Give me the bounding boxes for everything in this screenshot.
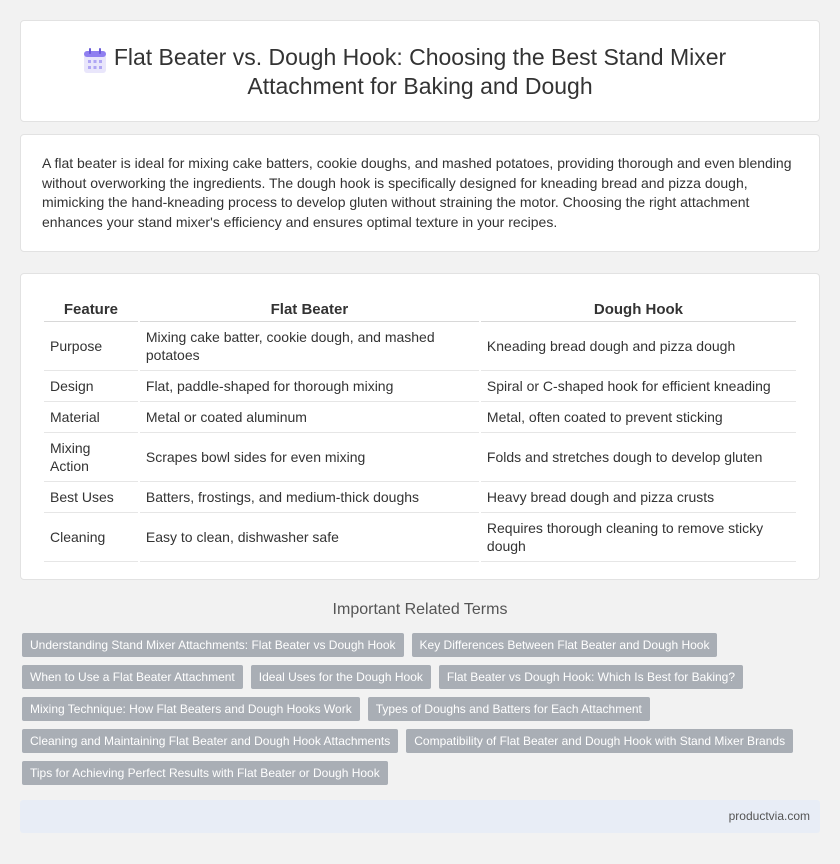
table-row (44, 513, 796, 562)
related-tag[interactable]: Key Differences Between Flat Beater and Dough Hook (412, 633, 718, 657)
related-tag[interactable]: Compatibility of Flat Beater and Dough Hook with Stand Mixer Brands (406, 729, 793, 753)
related-tag[interactable]: Types of Doughs and Batters for Each Attachment (368, 697, 650, 721)
intro-paragraph: A flat beater is ideal for mixing cake batters, cookie doughs, and mashed potatoes, providing thorough and even blending without overworking the ingredients. The dough hook is specifically designed for kneading bread and pizza dough, mimicking the hand-kneading process to develop gluten without straining the motor. Choosing the right attachment enhances your stand mixer's efficiency and ensures optimal texture in your recipes. (42, 155, 792, 230)
header-card (20, 20, 820, 122)
related-tag[interactable]: Cleaning and Maintaining Flat Beater and Dough Hook Attachments (22, 729, 398, 753)
cell-flat-beater: Batters, frostings, and medium-thick doughs (140, 482, 479, 513)
table-row (44, 402, 796, 433)
header-flat-beater: Flat Beater (140, 294, 479, 322)
cell-feature: Cleaning (44, 513, 138, 562)
cell-dough-hook: Metal, often coated to prevent sticking (481, 402, 796, 433)
calendar-icon (83, 48, 107, 74)
comparison-table (42, 294, 798, 562)
cell-feature: Design (44, 371, 138, 402)
comparison-table-card (20, 273, 820, 580)
cell-flat-beater: Easy to clean, dishwasher safe (140, 513, 479, 562)
cell-dough-hook: Kneading bread dough and pizza dough (481, 322, 796, 371)
table-row (44, 433, 796, 482)
footer-site-link[interactable]: productvia.com (728, 809, 810, 823)
cell-flat-beater: Metal or coated aluminum (140, 402, 479, 433)
related-tag[interactable]: Ideal Uses for the Dough Hook (251, 665, 431, 689)
cell-dough-hook: Spiral or C-shaped hook for efficient kneading (481, 371, 796, 402)
title-wrap (21, 43, 819, 101)
intro-card (20, 134, 820, 252)
related-terms-title: Important Related Terms (332, 601, 508, 618)
cell-flat-beater: Scrapes bowl sides for even mixing (140, 433, 479, 482)
header-feature: Feature (44, 294, 138, 322)
table-row (44, 371, 796, 402)
table-row (44, 322, 796, 371)
cell-dough-hook: Folds and stretches dough to develop gluten (481, 433, 796, 482)
page-title: Flat Beater vs. Dough Hook: Choosing the Best Stand Mixer Attachment for Baking and Dough (113, 44, 727, 99)
cell-feature: Purpose (44, 322, 138, 371)
table-header-row (44, 294, 796, 322)
cell-feature: Material (44, 402, 138, 433)
table-row (44, 482, 796, 513)
cell-flat-beater: Flat, paddle-shaped for thorough mixing (140, 371, 479, 402)
related-tag[interactable]: Understanding Stand Mixer Attachments: Flat Beater vs Dough Hook (22, 633, 404, 657)
cell-dough-hook: Heavy bread dough and pizza crusts (481, 482, 796, 513)
related-tag[interactable]: When to Use a Flat Beater Attachment (22, 665, 243, 689)
cell-feature: Best Uses (44, 482, 138, 513)
related-tag[interactable]: Flat Beater vs Dough Hook: Which Is Best for Baking? (439, 665, 743, 689)
cell-dough-hook: Requires thorough cleaning to remove sticky dough (481, 513, 796, 562)
cell-flat-beater: Mixing cake batter, cookie dough, and mashed potatoes (140, 322, 479, 371)
cell-feature: Mixing Action (44, 433, 138, 482)
related-tag[interactable]: Mixing Technique: How Flat Beaters and Dough Hooks Work (22, 697, 360, 721)
footer (20, 800, 820, 833)
related-tag[interactable]: Tips for Achieving Perfect Results with Flat Beater or Dough Hook (22, 761, 388, 785)
related-terms-tags (22, 633, 822, 793)
header-dough-hook: Dough Hook (481, 294, 796, 322)
